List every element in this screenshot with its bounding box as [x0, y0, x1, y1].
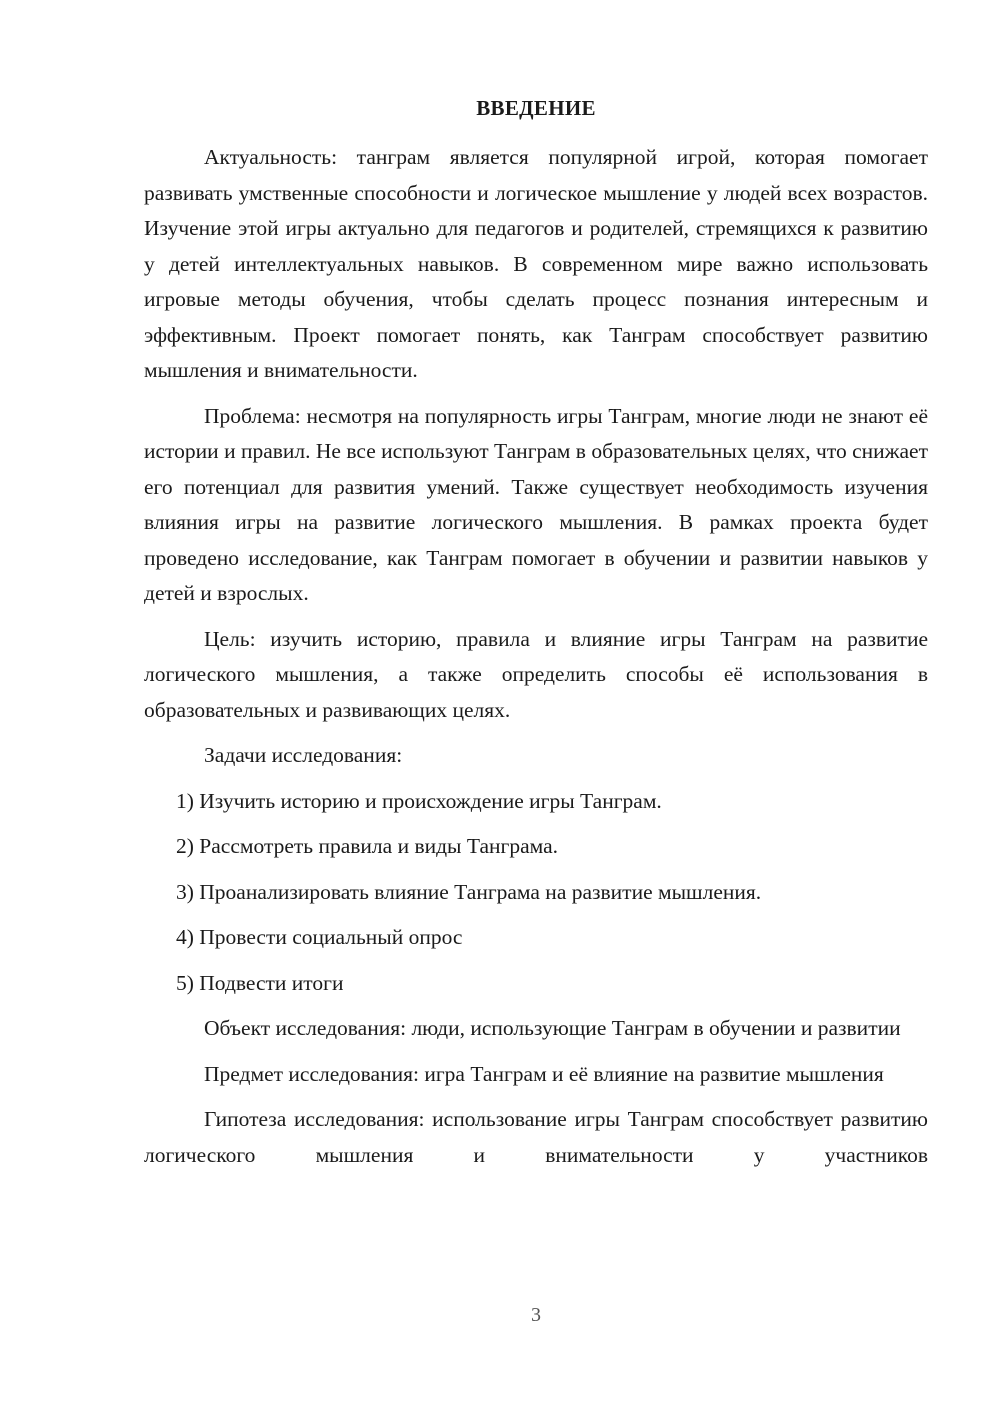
task-item-3: 3) Проанализировать влияние Танграма на развитие мышления.: [176, 879, 762, 904]
paragraph-subject: Предмет исследования: игра Танграм и её влияние на развитие мышления: [204, 1061, 884, 1086]
tasks-title: Задачи исследования:: [204, 743, 403, 767]
paragraph-hypothesis: Гипотеза исследования: использование игры Танграм способствует развитию логического мышления и внимательности у участников: [144, 1107, 928, 1167]
section-heading: ВВЕДЕНИЕ: [476, 96, 596, 120]
paragraph-problem: Проблема: несмотря на популярность игры Танграм, многие люди не знают её истории и правил. Не все используют Танграм в образовательных целях, что снижает его потенциал для развития умений. Также существует необходимость изучения влияния игры на развитие логического мышления. В рамках проекта будет проведено исследование, как Танграм помогает в обучении и развитии навыков у детей и взрослых.: [144, 403, 928, 605]
task-item-1: 1) Изучить историю и происхождение игры Танграм.: [176, 788, 662, 813]
task-item-5: 5) Подвести итоги: [176, 970, 344, 995]
page-number: 3: [531, 1304, 541, 1326]
task-item-4: 4) Провести социальный опрос: [176, 925, 463, 949]
paragraph-goal: Цель: изучить историю, правила и влияние игры Танграм на развитие логического мышления, а также определить способы её использования в образовательных и развивающих целях.: [144, 626, 928, 722]
paragraph-object: Объект исследования: люди, использующие Танграм в обучении и развитии: [204, 1016, 901, 1040]
body-text: [144, 140, 928, 1173]
paragraph-relevance: Актуальность: танграм является популярной игрой, которая помогает развивать умственные способности и логическое мышление у людей всех возрастов. Изучение этой игры актуально для педагогов и родителей, стремящихся к развитию у детей интеллектуальных навыков. В современном мире важно использовать игровые методы обучения, чтобы сделать процесс познания интересным и эффективным. Проект помогает понять, как Танграм способствует развитию мышления и внимательности.: [144, 145, 928, 382]
task-item-2: 2) Рассмотреть правила и виды Танграма.: [176, 834, 559, 858]
